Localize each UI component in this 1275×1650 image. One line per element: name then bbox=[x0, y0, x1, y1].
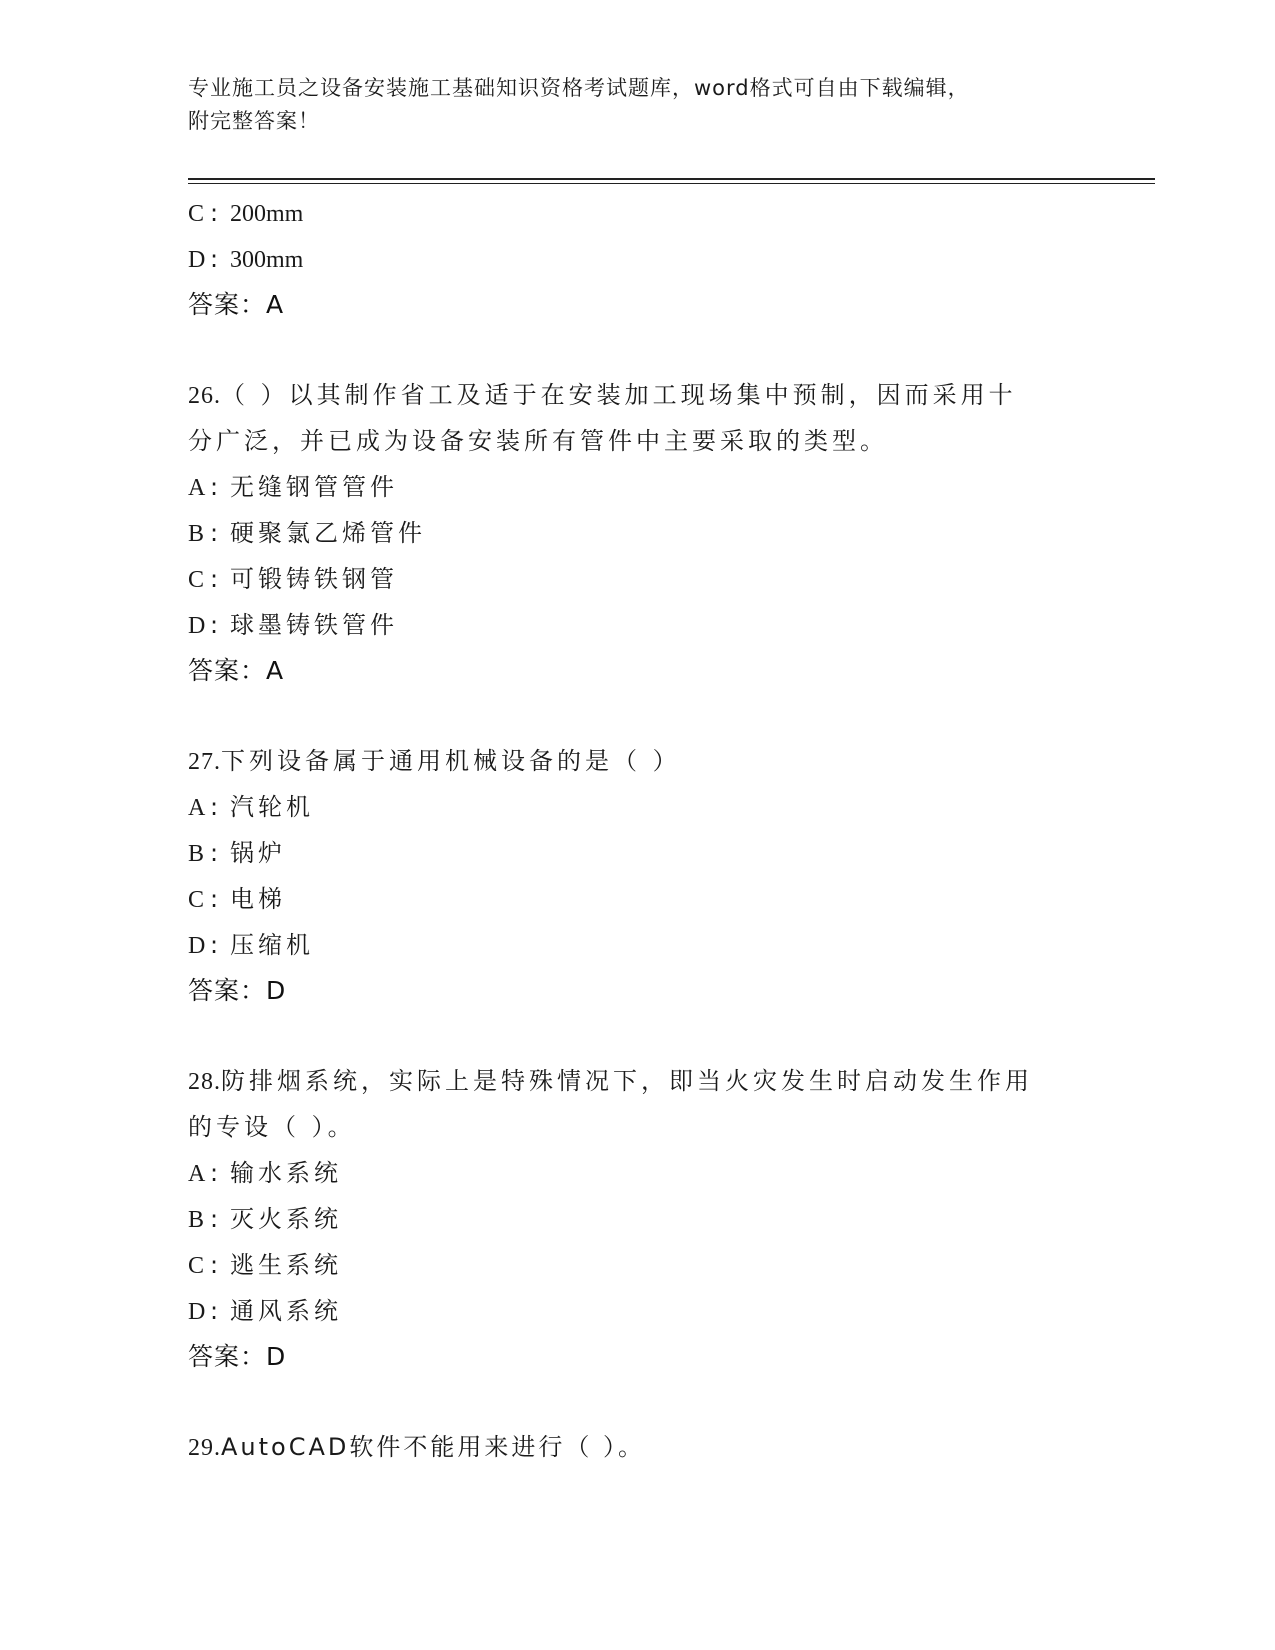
option-line bbox=[188, 1150, 1108, 1196]
option-text: 锅炉 bbox=[230, 839, 286, 867]
option-text: 压缩机 bbox=[230, 931, 314, 959]
question-fragment bbox=[188, 190, 1108, 328]
option-separator: : bbox=[210, 519, 219, 547]
option-separator: : bbox=[210, 839, 219, 867]
spacer bbox=[188, 1014, 1108, 1058]
option-separator: : bbox=[210, 1159, 219, 1187]
header-line-2: 附完整答案！ bbox=[188, 109, 320, 133]
option-line bbox=[188, 1288, 1108, 1334]
option-separator: : bbox=[210, 885, 219, 913]
option-line bbox=[188, 1242, 1108, 1288]
question-stem-line: 分广泛，并已成为设备安装所有管件中主要采取的类型。 bbox=[188, 427, 888, 455]
answer-line: 答案：D bbox=[188, 1342, 287, 1371]
option-text: 无缝钢管管件 bbox=[230, 473, 398, 501]
option-text: 硬聚氯乙烯管件 bbox=[230, 519, 426, 547]
option-key: C bbox=[188, 567, 205, 593]
question-block bbox=[188, 1424, 1108, 1470]
option-key: B bbox=[188, 521, 205, 547]
option-key: C bbox=[188, 201, 205, 227]
question-number: 28. bbox=[188, 1069, 221, 1095]
document-header bbox=[188, 72, 1088, 138]
option-key: A bbox=[188, 1161, 206, 1187]
option-text: 灭火系统 bbox=[230, 1205, 342, 1233]
option-text: 电梯 bbox=[230, 885, 286, 913]
option-line bbox=[188, 510, 1108, 556]
option-key: B bbox=[188, 1207, 205, 1233]
question-block bbox=[188, 372, 1108, 694]
question-stem-line bbox=[188, 372, 1108, 418]
question-text: 防排烟系统，实际上是特殊情况下，即当火灾发生时启动发生作用 bbox=[221, 1067, 1033, 1095]
option-key: C bbox=[188, 1253, 205, 1279]
header-rule-thick bbox=[188, 178, 1155, 180]
option-text: 逃生系统 bbox=[230, 1251, 342, 1279]
option-separator: : bbox=[210, 565, 219, 593]
option-key: A bbox=[188, 795, 206, 821]
option-text: 球墨铸铁管件 bbox=[230, 611, 398, 639]
option-line bbox=[188, 556, 1108, 602]
option-key: A bbox=[188, 475, 206, 501]
option-key: D bbox=[188, 933, 206, 959]
option-line bbox=[188, 1196, 1108, 1242]
option-line bbox=[188, 236, 1108, 282]
option-text: 汽轮机 bbox=[230, 793, 314, 821]
question-block bbox=[188, 738, 1108, 1014]
question-text: AutoCAD软件不能用来进行（ ）。 bbox=[221, 1433, 646, 1461]
option-separator: : bbox=[210, 245, 219, 273]
header-line-1: 专业施工员之设备安装施工基础知识资格考试题库，word格式可自由下载编辑， bbox=[188, 76, 970, 100]
option-key: B bbox=[188, 841, 205, 867]
question-text: （ ）以其制作省工及适于在安装加工现场集中预制，因而采用十 bbox=[221, 381, 1017, 409]
header-rule-thin bbox=[188, 183, 1155, 184]
option-separator: : bbox=[210, 931, 219, 959]
option-separator: : bbox=[210, 1297, 219, 1325]
question-stem-line bbox=[188, 1424, 1108, 1470]
spacer bbox=[188, 694, 1108, 738]
question-list bbox=[188, 190, 1108, 1470]
answer-line: 答案：A bbox=[188, 290, 285, 319]
option-text: 300mm bbox=[230, 247, 304, 273]
question-stem-line bbox=[188, 1058, 1108, 1104]
option-line bbox=[188, 464, 1108, 510]
option-separator: : bbox=[210, 199, 219, 227]
option-separator: : bbox=[210, 793, 219, 821]
option-key: C bbox=[188, 887, 205, 913]
option-text: 通风系统 bbox=[230, 1297, 342, 1325]
option-separator: : bbox=[210, 473, 219, 501]
spacer bbox=[188, 328, 1108, 372]
option-key: D bbox=[188, 247, 206, 273]
option-text: 可锻铸铁钢管 bbox=[230, 565, 398, 593]
question-text: 下列设备属于通用机械设备的是（ ） bbox=[221, 747, 681, 775]
option-line bbox=[188, 602, 1108, 648]
option-line bbox=[188, 830, 1108, 876]
question-number: 27. bbox=[188, 749, 221, 775]
question-stem-line: 的专设（ ）。 bbox=[188, 1113, 356, 1141]
option-text: 200mm bbox=[230, 201, 304, 227]
option-line bbox=[188, 784, 1108, 830]
answer-line: 答案：D bbox=[188, 976, 287, 1005]
option-separator: : bbox=[210, 1251, 219, 1279]
question-number: 29. bbox=[188, 1435, 221, 1461]
spacer bbox=[188, 1380, 1108, 1424]
option-text: 输水系统 bbox=[230, 1159, 342, 1187]
option-key: D bbox=[188, 613, 206, 639]
option-separator: : bbox=[210, 1205, 219, 1233]
question-number: 26. bbox=[188, 383, 221, 409]
option-line bbox=[188, 922, 1108, 968]
option-line bbox=[188, 876, 1108, 922]
option-key: D bbox=[188, 1299, 206, 1325]
question-block bbox=[188, 1058, 1108, 1380]
option-separator: : bbox=[210, 611, 219, 639]
answer-line: 答案：A bbox=[188, 656, 285, 685]
option-line bbox=[188, 190, 1108, 236]
question-stem-line bbox=[188, 738, 1108, 784]
